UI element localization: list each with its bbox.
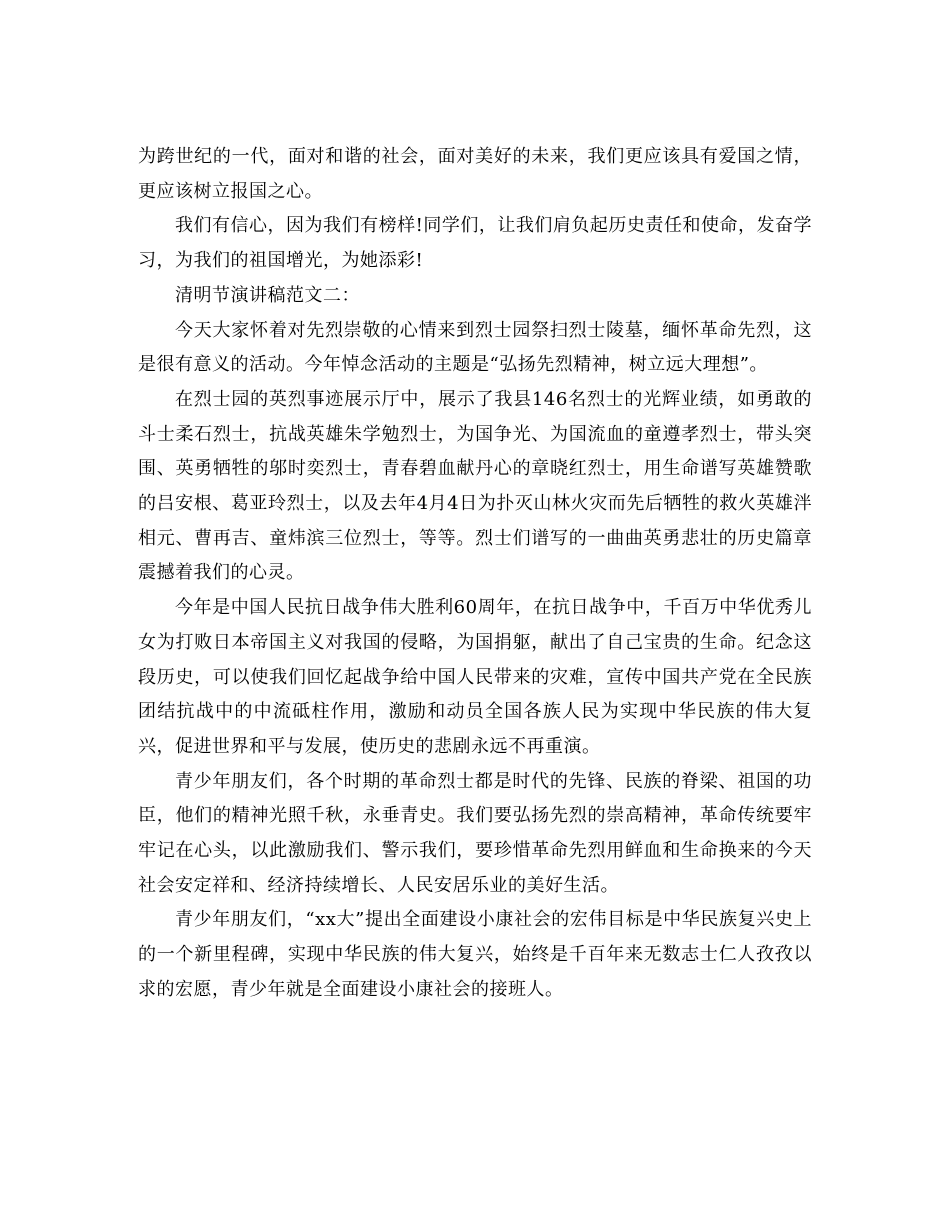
paragraph-martyrs-exhibit: 在烈士园的英烈事迹展示厅中，展示了我县146名烈士的光辉业绩，如勇敢的斗士柔石烈士，抗战英雄朱学勉烈士，为国争光、为国流血的童遵孝烈士，带头突围、英勇牺牲的邬时奕烈士，青春碧血献丹心的章晓红烈士，用生命谱写英雄赞歌的吕安根、葛亚玲烈士，以及去年4月4日为扑灭山林火灾而先后牺牲的救火英雄泮相元、曹再吉、童炜滨三位烈士，等等。烈士们谱写的一曲曲英勇悲壮的历史篇章震撼着我们的心灵。	[138, 388, 812, 584]
section-heading: 清明节演讲稿范文二：	[175, 284, 360, 306]
document-body	[138, 140, 812, 1008]
paragraph-continuation: 为跨世纪的一代，面对和谐的社会，面对美好的未来，我们更应该具有爱国之情，更应该树立报国之心。	[138, 146, 812, 202]
paragraph-memorial-visit: 今天大家怀着对先烈崇敬的心情来到烈士园祭扫烈士陵墓，缅怀革命先烈，这是很有意义的活动。今年悼念活动的主题是“弘扬先烈精神，树立远大理想”。	[138, 319, 812, 376]
paragraph-youth-heritage: 青少年朋友们，各个时期的革命烈士都是时代的先锋、民族的脊梁、祖国的功臣，他们的精神光照千秋，永垂青史。我们要弘扬先烈的崇高精神，革命传统要牢牢记在心头，以此激励我们、警示我们，要珍惜革命先烈用鲜血和生命换来的今天社会安定祥和、经济持续增长、人民安居乐业的美好生活。	[138, 770, 812, 896]
paragraph-national-revival: 青少年朋友们，“xx大”提出全面建设小康社会的宏伟目标是中华民族复兴史上的一个新里程碑，实现中华民族的伟大复兴，始终是千百年来无数志士仁人孜孜以求的宏愿，青少年就是全面建设小康社会的接班人。	[138, 909, 812, 1000]
paragraph-confidence: 我们有信心，因为我们有榜样!同学们，让我们肩负起历史责任和使命，发奋学习，为我们的祖国增光，为她添彩!	[138, 215, 812, 272]
paragraph-war-anniversary: 今年是中国人民抗日战争伟大胜利60周年，在抗日战争中，千百万中华优秀儿女为打败日本帝国主义对我国的侵略，为国捐躯，献出了自己宝贵的生命。纪念这段历史，可以使我们回忆起战争给中国人民带来的灾难，宣传中国共产党在全民族团结抗战中的中流砥柱作用，激励和动员全国各族人民为实现中华民族的伟大复兴，促进世界和平与发展，使历史的悲剧永远不再重演。	[138, 597, 812, 757]
